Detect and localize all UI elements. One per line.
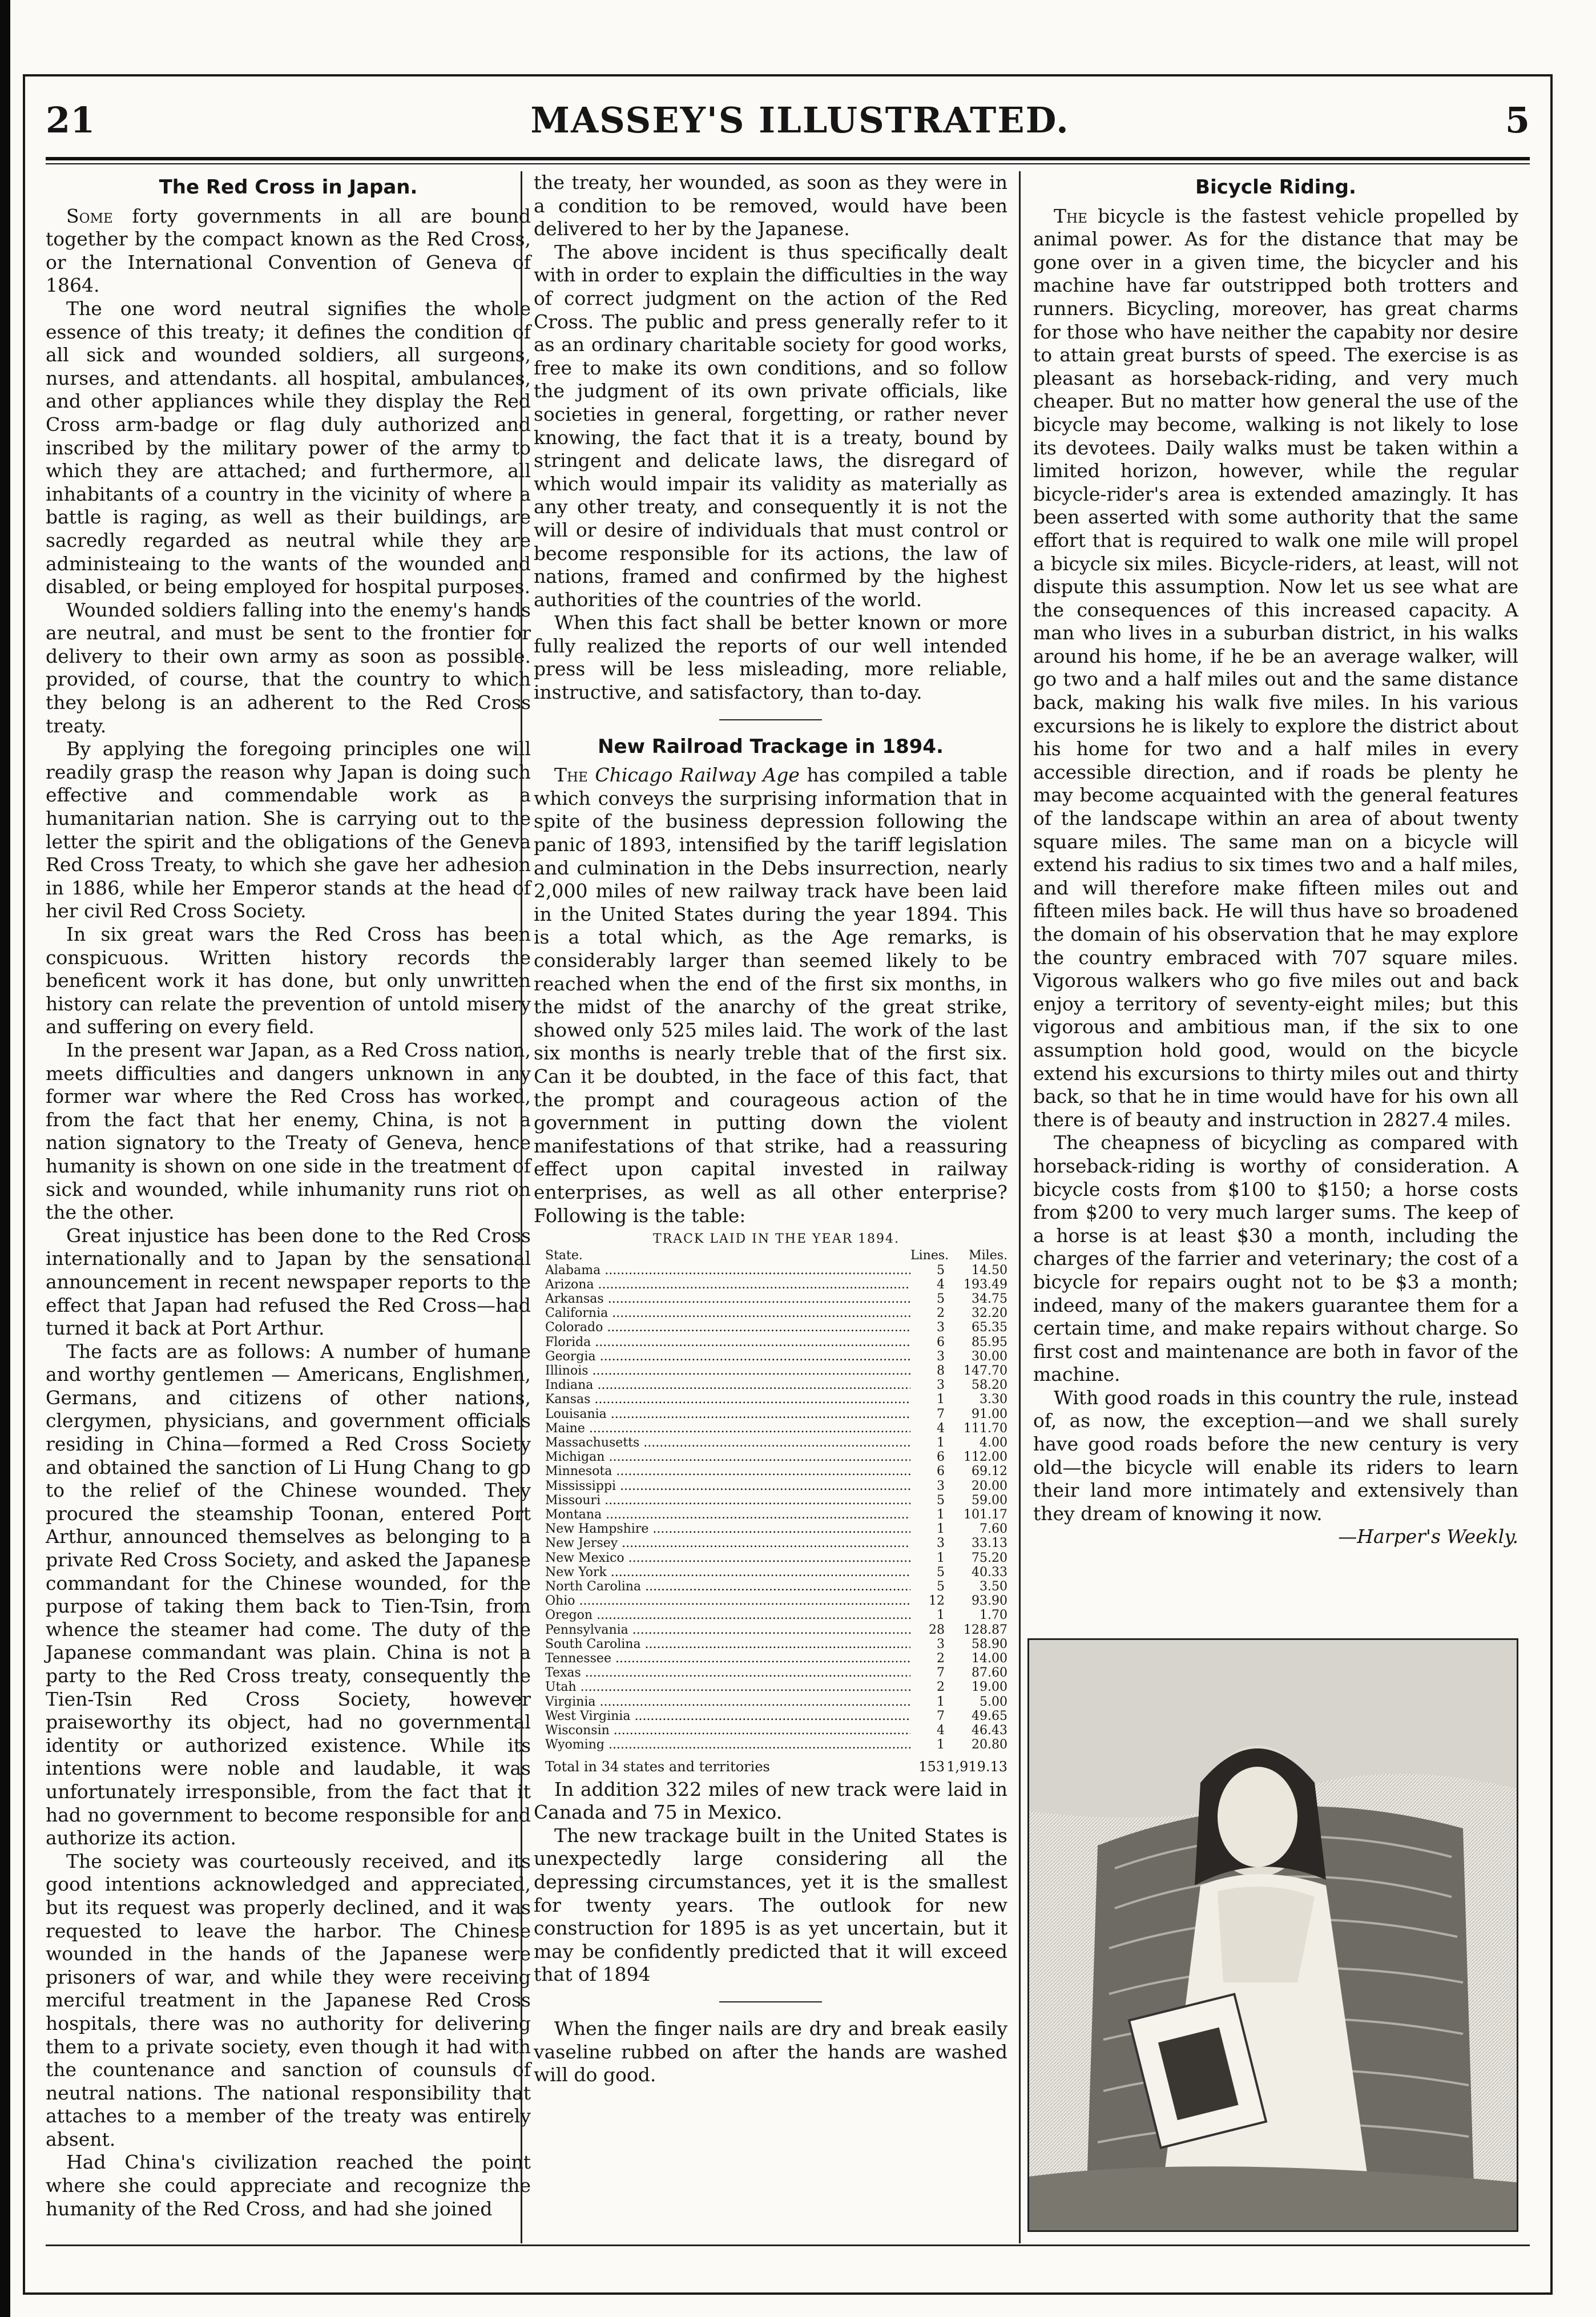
miles-cell: 34.75 [972,1291,1007,1306]
state-cell: Arizona ..... [545,1278,910,1292]
table-row [545,1608,1007,1622]
miles-cell: 75.20 [972,1550,1007,1565]
lines-cell: 1 [937,1392,945,1407]
drop-word: Some [66,204,113,227]
lines-cell: 7 [937,1407,945,1421]
lines-cell: 3 [937,1320,945,1335]
lines-cell: 3 [937,1637,945,1651]
bicycle-para-1: The bicycle is the fastest vehicle propelled by animal power. As for the distance that may be gone over in a given time, the bicycler and his machine have far outstripped both trotters and runners. Bicycling, moreover, has great charms for those who have neither the capabity nor desire to attain great bursts of speed. The exercise is as pleasant as horseback-riding, and very much cheaper. But no matter how general the use of the bicycle may become, walking is not likely to lose its devotees. Daily walks must be taken within a limited horizon, however, while the regular bicycle-rider's area is extended amazingly. It has been asserted with some authority that the same effort that is required to walk one mile will propel a bicycle six miles. Bicycle-riders, at least, will not dispute this assumption. Now let us see what are the consequences of this increased capacity. A man who lives in a suburban district, in his walks around his home, if he be an average walker, will go two and a half miles out and the same distance back, making his walk five miles. In his various excursions he is likely to explore the district about his home for two and a half miles in every accessible direction, and if roads be plenty he may become acquainted with the general features of the landscape within an area of about twenty square miles. The same man on a bicycle will extend his radius to six times two and a half miles, and will therefore make fifteen miles out and fifteen miles back. He will thus have so broadened the domain of his observation that he may explore the country embraced with 707 square miles. Vigorous walkers who go five miles out and back enjoy a territory of seventy-eight miles; but this vigorous and ambitious man, if the six to one assumption hold good, would on the bicycle extend his excursions to thirty miles out and thirty back, so that he in time would have for his own all there is of beauty and instruction in 2827.4 miles. [1033,204,1518,1131]
lines-cell: 8 [937,1363,945,1378]
lines-cell: 2 [937,1651,945,1666]
lines-cell: 5 [937,1291,945,1306]
state-cell: Montana ..... [545,1508,910,1522]
table-row [545,1695,1007,1709]
state-cell: Pennsylvania ..... [545,1623,910,1637]
bicycle-heading: Bicycle Riding. [1195,176,1356,199]
lines-cell: 5 [937,1263,945,1278]
miles-cell: 14.50 [972,1263,1007,1278]
miles-cell: 87.60 [972,1666,1007,1681]
table-row [545,1335,1007,1349]
table-total-row: Total in 34 states and territories 153 1,919.13 [545,1759,1007,1775]
table-row [545,1738,1007,1752]
table-row [545,1637,1007,1651]
railroad-para-1: The Chicago Railway Age has compiled a table which conveys the surprising information that in spite of the business depression following the panic of 1893, intensified by the tariff legislation and culmination in the Debs insurrection, nearly 2,000 miles of new railway track have been laid in the United States during the year 1894. This is a total which, as the Age remarks, is considerably larger than seemed likely to be reached when the end of the first six months, in the midst of the anarchy of the great strike, showed only 525 miles laid. The work of the last six months is nearly treble that of the first six. Can it be doubted, in the face of this fact, that the prompt and courageous action of the government in putting down the violent manifestations of that strike, had a reassuring effect upon capital invested in railway enterprises, as well as all other enterprise? Following is the table: [534,764,1007,1227]
state-cell: Arkansas ..... [545,1292,910,1306]
lines-cell: 1 [937,1694,945,1709]
table-row [545,1666,1007,1680]
state-cell: North Carolina ..... [545,1579,910,1594]
lines-cell: 7 [937,1666,945,1681]
miles-cell: 193.49 [964,1277,1007,1292]
red-cross-para-1: Some forty governments in all are bound together by the compact known as the Red Cross, or the International Convention of Geneva of 1864. [46,204,531,297]
article-separator-2 [719,2001,822,2002]
miles-cell: 112.00 [964,1450,1007,1465]
table-row [545,1436,1007,1450]
state-cell: Michigan ..... [545,1450,910,1464]
state-cell: New York ..... [545,1565,910,1579]
column-rule-2 [1019,171,1021,2243]
portrait-engraving [1029,1640,1517,2230]
sheet-number: 5 [1505,99,1530,141]
red-cross-para-2: The one word neutral signifies the whole essence of this treaty; it defines the condition of all sick and wounded soldiers, all surgeons, nurses, and attendants. all hospital, ambulances, and other appliances while they display the Red Cross arm-badge or flag duly authorized and inscribed by the military power of the army to which they are attached; and furthermore, all inhabitants of a country in the vicinity of where a battle is raging, as well as their buildings, are sacredly regarded as neutral while they are administeaing to the wants of the wounded and disabled, or being employed for hospital purposes. [46,297,531,598]
miles-cell: 128.87 [964,1622,1007,1637]
miles-cell: 46.43 [972,1723,1007,1738]
table-row [545,1536,1007,1550]
state-cell: Virginia ..... [545,1695,910,1709]
finger-nails-note: When the finger nails are dry and break easily vaseline rubbed on after the hands are washed will do good. [534,2017,1007,2086]
table-row [545,1464,1007,1478]
table-row [545,1680,1007,1694]
lines-cell: 4 [937,1421,945,1436]
table-row [545,1278,1007,1292]
table-row [545,1421,1007,1436]
table-row [545,1378,1007,1392]
state-cell: Massachusetts ..... [545,1436,910,1450]
state-cell: Mississippi ..... [545,1479,910,1493]
miles-cell: 69.12 [972,1464,1007,1479]
state-cell: Tennessee ..... [545,1651,910,1666]
red-cross-para-5: In six great wars the Red Cross has been conspicuous. Written history records the beneficent work it has done, but only unwritten history can relate the prevention of untold misery and suffering on every field. [46,923,531,1038]
state-cell: Wyoming ..... [545,1738,910,1752]
table-row [545,1479,1007,1493]
page-number: 21 [46,99,95,141]
state-cell: Georgia ..... [545,1349,910,1364]
red-cross-para-10: Had China's civilization reached the point where she could appreciate and recognize the humanity of the Red Cross, and had she joined [46,2151,531,2220]
red-cross-para-8: The facts are as follows: A number of humane and worthy gentlemen — Americans, Englishmen, Germans, and citizens of other nations, clergymen, physicians, and government officials residing in China—formed a Red Cross Society and obtained the sanction of Li Hung Chang to go to the relief of the Chinese wounded. They procured the steamship Toonan, entered Port Arthur, announced themselves as belonging to a private Red Cross Society, and asked the Japanese commandant for the Chinese wounded, for the purpose of taking them back to Tien-Tsin, from whence the steamer had come. The duty of the Japanese commandant was plain. China is not a party to the Red Cross treaty, consequently the Tien-Tsin Red Cross Society, however praiseworthy its object, had no governmental identity or authorized existence. While its intentions were noble and laudable, it was unfortunately irresponsible, from the fact that it had no government to become responsible for and authorize its action. [46,1340,531,1849]
lines-cell: 3 [937,1536,945,1551]
lines-cell: 5 [937,1565,945,1579]
miles-cell: 101.17 [964,1507,1007,1522]
lines-cell: 2 [937,1680,945,1695]
state-cell: Kansas ..... [545,1392,910,1407]
table-row [545,1522,1007,1536]
red-cross-para-6: In the present war Japan, as a Red Cross nation, meets difficulties and dangers unknown in any former war where the Red Cross has worked, from the fact that her enemy, China, is not a nation signatory to the Treaty of Geneva, hence humanity is shown on one side in the treatment of sick and wounded, while inhumanity runs riot on the the other. [46,1038,531,1224]
state-cell: Utah ..... [545,1680,910,1694]
table-row [545,1723,1007,1738]
table-row [545,1579,1007,1594]
state-cell: Illinois ..... [545,1364,910,1378]
lines-cell: 5 [937,1579,945,1594]
table-header-row: State. Lines. Miles. [545,1248,1007,1263]
lines-cell: 4 [937,1723,945,1738]
table-row [545,1623,1007,1637]
miles-cell: 5.00 [980,1694,1007,1709]
column-2 [534,171,1007,2087]
state-cell: Oregon ..... [545,1608,910,1622]
miles-cell: 65.35 [972,1320,1007,1335]
state-cell: Alabama ..... [545,1263,910,1278]
state-cell: Wisconsin ..... [545,1723,910,1738]
footer-rule [46,2245,1530,2246]
miles-cell: 111.70 [964,1421,1007,1436]
red-cross-para-4: By applying the foregoing principles one will readily grasp the reason why Japan is doing such effective and commendable work as a humanitarian nation. She is carrying out to the letter the spirit and the obligations of the Geneva Red Cross Treaty, to which she gave her adhesion in 1886, while her Emperor stands at the head of her civil Red Cross Society. [46,738,531,922]
miles-cell: 4.00 [980,1435,1007,1450]
miles-cell: 58.90 [972,1637,1007,1651]
railroad-heading: New Railroad Trackage in 1894. [598,735,944,758]
state-cell: South Carolina ..... [545,1637,910,1651]
header-rule [46,157,1530,160]
lines-cell: 1 [937,1435,945,1450]
table-row [545,1493,1007,1508]
state-cell: California ..... [545,1306,910,1320]
lines-cell: 6 [937,1464,945,1479]
state-cell: Colorado ..... [545,1320,910,1335]
table-row [545,1508,1007,1522]
red-cross-para-12: The above incident is thus specifically dealt with in order to explain the difficulties in the way of correct judgment on the action of the Red Cross. The public and press generally refer to it as an ordinary charitable society for good works, free to make its own conditions, and so follow the judgment of its own private officials, like societies in general, forgetting, or rather never knowing, the fact that it is a treaty, bound by stringent and delicate laws, the disregard of which would impair its validity as materially as any other treaty, and consequently it is not the will or desire of individuals that must control or become responsible for its actions, the law of nations, framed and confirmed by the highest authorities of the countries of the world. [534,240,1007,611]
column-1 [46,171,531,2221]
state-cell: West Virginia ..... [545,1709,910,1723]
bicycle-para-2: The cheapness of bicycling as compared with horseback-riding is worthy of consideration. A bicycle costs from $100 to $150; a horse costs from $200 to very much larger sums. The keep of a horse is at least $30 a month, including the charges of the farrier and veterinary; the cost of a bicycle for repairs ought not to be $3 a month; indeed, many of the makers guarantee them for a certain time, and make repairs without charge. So first cost and maintenance are both in favor of the machine. [1033,1131,1518,1386]
miles-cell: 30.00 [972,1349,1007,1364]
source-publication: Chicago Railway Age [595,764,800,787]
lines-cell: 28 [929,1622,945,1637]
table-body [545,1263,1007,1752]
lines-cell: 1 [937,1608,945,1623]
lines-cell: 6 [937,1335,945,1349]
state-cell: Florida ..... [545,1335,910,1349]
red-cross-para-3: Wounded soldiers falling into the enemy's hands are neutral, and must be sent to the frontier for delivery to their own army as soon as possible. provided, of course, that the country to which they belong is an adherent to the Red Cross treaty. [46,598,531,737]
lines-cell: 4 [937,1277,945,1292]
lines-cell: 5 [937,1493,945,1508]
table-row [545,1392,1007,1407]
lines-cell: 3 [937,1378,945,1393]
red-cross-para-9: The society was courteously received, and its good intentions acknowledged and appreciated, but its request was properly declined, and it was requested to leave the harbor. The Chinese wounded in the hands of the Japanese were prisoners of war, and while they were receiving merciful treatment in the Japanese Red Cross hospitals, there was no authority for delivering them to a private society, even though it had with the countenance and sanction of counsuls of neutral nations. The national responsibility that attaches to a member of the treaty was entirely absent. [46,1849,531,2150]
girl-portrait-illustration [1027,1638,1518,2232]
table-row [545,1450,1007,1464]
red-cross-para-13: When this fact shall be better known or more fully realized the reports of our well intended press will be less misleading, more reliable, instructive, and satisfactory, than to-day. [534,611,1007,704]
column-3 [1033,171,1518,1549]
miles-cell: 40.33 [972,1565,1007,1579]
bicycle-attribution: —Harper's Weekly. [1338,1525,1518,1548]
table-caption: TRACK LAID IN THE YEAR 1894. [652,1232,900,1247]
table-row [545,1349,1007,1364]
table-row [545,1364,1007,1378]
bicycle-para-3: With good roads in this country the rule, instead of, as now, the exception—and we shall surely have good roads before the new century is very old—the bicycle will enable its riders to learn their land more intimately and extensively than they dream of knowing it now. [1033,1386,1519,1525]
state-cell: Texas ..... [545,1666,910,1680]
trackage-table [545,1232,1007,1775]
miles-cell: 59.00 [972,1493,1007,1508]
state-cell: Maine ..... [545,1421,910,1436]
table-row [545,1709,1007,1723]
lines-cell: 7 [937,1708,945,1723]
publication-title: MASSEY'S ILLUSTRATED. [530,99,1070,141]
lines-cell: 3 [937,1478,945,1493]
railroad-para-2: In addition 322 miles of new track were laid in Canada and 75 in Mexico. [534,1778,1007,1824]
miles-cell: 93.90 [972,1594,1007,1609]
red-cross-para-11: the treaty, her wounded, as soon as they were in a condition to be removed, would have been delivered to her by the Japanese. [534,171,1007,240]
page-edge-bar [0,0,10,2317]
red-cross-heading: The Red Cross in Japan. [159,176,418,199]
miles-cell: 14.00 [972,1651,1007,1666]
railroad-para-3: The new trackage built in the United States is unexpectedly large considering all the depressing circumstances, yet it is the smallest for twenty years. The outlook for new construction for 1895 is as yet uncertain, but it may be confidently predicted that it will exceed that of 1894 [534,1824,1007,1986]
lines-cell: 1 [937,1507,945,1522]
red-cross-para-7: Great injustice has been done to the Red Cross internationally and to Japan by the sensational announcement in recent newspaper reports to the effect that Japan had refused the Red Cross—had turned it back at Port Arthur. [46,1224,531,1340]
header-rule-thin [46,163,1530,164]
table-row [545,1651,1007,1666]
table-row [545,1306,1007,1320]
table-row [545,1292,1007,1306]
table-row [545,1551,1007,1565]
state-cell: New Jersey ..... [545,1536,910,1550]
miles-cell: 1.70 [980,1608,1007,1623]
lines-cell: 1 [937,1550,945,1565]
miles-cell: 58.20 [972,1378,1007,1393]
table-row [545,1565,1007,1579]
state-cell: Ohio ..... [545,1594,910,1608]
miles-cell: 147.70 [964,1363,1007,1378]
miles-cell: 3.30 [980,1392,1007,1407]
page-header [46,86,1530,154]
state-cell: Louisania ..... [545,1407,910,1421]
miles-cell: 91.00 [972,1407,1007,1421]
miles-cell: 32.20 [972,1306,1007,1321]
lines-cell: 1 [937,1738,945,1752]
lines-cell: 1 [937,1522,945,1537]
lines-cell: 6 [937,1450,945,1465]
article-separator [719,719,822,720]
miles-cell: 49.65 [972,1708,1007,1723]
lines-cell: 12 [929,1594,945,1609]
table-row [545,1320,1007,1335]
miles-cell: 7.60 [980,1522,1007,1537]
state-cell: New Mexico ..... [545,1551,910,1565]
table-row [545,1407,1007,1421]
state-cell: Indiana ..... [545,1378,910,1392]
table-row [545,1263,1007,1278]
state-cell: Missouri ..... [545,1493,910,1508]
miles-cell: 3.50 [980,1579,1007,1594]
table-row [545,1594,1007,1608]
lines-cell: 3 [937,1349,945,1364]
miles-cell: 19.00 [972,1680,1007,1695]
miles-cell: 85.95 [972,1335,1007,1349]
miles-cell: 33.13 [972,1536,1007,1551]
miles-cell: 20.80 [972,1738,1007,1752]
miles-cell: 20.00 [972,1478,1007,1493]
state-cell: New Hampshire ..... [545,1522,910,1536]
lines-cell: 2 [937,1306,945,1321]
state-cell: Minnesota ..... [545,1464,910,1478]
